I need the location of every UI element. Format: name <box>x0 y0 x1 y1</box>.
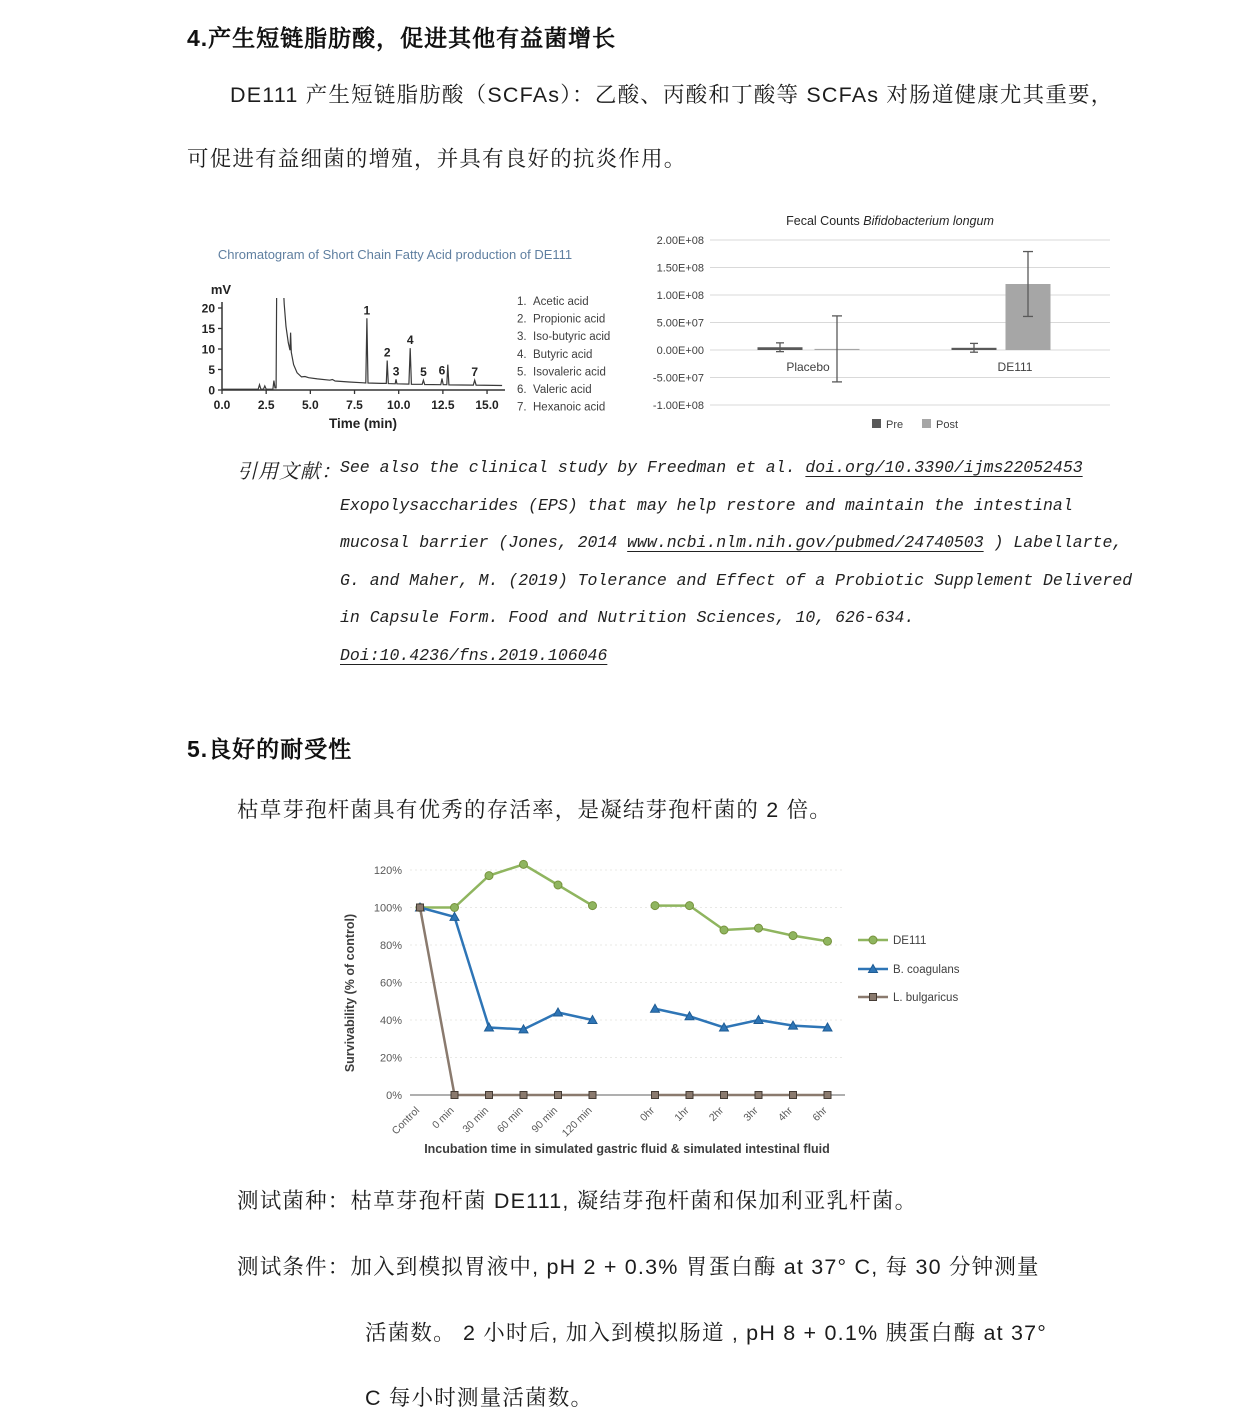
citation-label: 引用文献： <box>237 461 342 483</box>
citation-link-pubmed[interactable]: www.ncbi.nlm.nih.gov/pubmed/24740503 <box>627 533 984 552</box>
svg-text:Control: Control <box>389 1104 423 1138</box>
svg-text:2.00E+08: 2.00E+08 <box>656 235 704 247</box>
svg-text:Valeric acid: Valeric acid <box>533 384 592 396</box>
x-tick-labels <box>390 1104 830 1139</box>
svg-text:5.0: 5.0 <box>302 398 319 412</box>
test-conditions-line-3: C 每小时测量活菌数。 <box>365 1386 594 1410</box>
citation-text: mucosal barrier (Jones, 2014 <box>340 533 628 552</box>
bars <box>758 284 1051 350</box>
svg-text:6: 6 <box>438 363 446 378</box>
svg-text:60%: 60% <box>379 977 402 990</box>
series-de111 <box>416 860 832 945</box>
svg-text:4.: 4. <box>517 348 527 361</box>
section-4-heading: 4.产生短链脂肪酸，促进其他有益菌增长 <box>187 25 617 51</box>
svg-text:20: 20 <box>201 301 215 316</box>
citation-text: G. and Maher, M. (2019) Tolerance and Effect of a Probiotic Supplement Delivered <box>340 570 1133 590</box>
peak-number-labels <box>364 303 479 379</box>
svg-text:2.: 2. <box>517 313 527 326</box>
svg-text:1: 1 <box>363 303 371 318</box>
svg-text:7.5: 7.5 <box>346 398 363 412</box>
svg-text:1.00E+08: 1.00E+08 <box>656 290 704 302</box>
section-5-paragraph: 枯草芽孢杆菌具有优秀的存活率，是凝结芽孢杆菌的 2 倍。 <box>237 798 833 822</box>
svg-text:10.0: 10.0 <box>387 398 411 412</box>
citation-link-fns-doi[interactable]: Doi:10.4236/fns.2019.106046 <box>340 645 608 665</box>
svg-text:Acetic acid: Acetic acid <box>533 296 589 308</box>
svg-text:60 min: 60 min <box>494 1104 526 1136</box>
svg-text:Time (min): Time (min) <box>328 416 398 431</box>
svg-text:12.5: 12.5 <box>431 398 455 412</box>
category-labels <box>786 360 1032 374</box>
svg-text:20%: 20% <box>379 1052 402 1065</box>
svg-text:3hr: 3hr <box>741 1104 761 1124</box>
citation-line <box>340 562 1150 600</box>
svg-text:Chromatogram of Short Chain Fa: Chromatogram of Short Chain Fatty Acid production of DE111 <box>217 247 573 262</box>
svg-text:0 min: 0 min <box>429 1104 457 1132</box>
svg-text:7: 7 <box>471 365 479 380</box>
svg-text:Iso-butyric acid: Iso-butyric acid <box>533 331 611 344</box>
svg-text:15: 15 <box>201 322 215 336</box>
svg-text:5.: 5. <box>517 366 527 379</box>
svg-text:1.: 1. <box>517 296 527 308</box>
citation-text: See also the clinical study by Freedman et al. <box>340 458 806 477</box>
citation-line <box>340 637 1150 675</box>
svg-text:mV: mV <box>210 282 232 297</box>
citation-text: Exopolysaccharides (EPS) that may help restore and maintain the intestinal <box>340 495 1073 515</box>
svg-text:6.: 6. <box>517 384 527 396</box>
svg-text:40%: 40% <box>379 1015 402 1027</box>
test-conditions-line-1: 测试条件：加入到模拟胃液中, pH 2 + 0.3% 胃蛋白酶 at 37° C, 每 30 分钟测量 <box>237 1255 1040 1279</box>
citation-line <box>340 599 1150 637</box>
svg-text:DE111: DE111 <box>893 935 927 947</box>
citation-text: ) Labellarte, <box>983 533 1123 552</box>
bar-legend <box>872 419 958 431</box>
svg-text:10: 10 <box>201 342 215 357</box>
test-species-line: 测试菌种：枯草芽孢杆菌 DE111, 凝结芽孢杆菌和保加利亚乳杆菌。 <box>237 1189 918 1213</box>
series-b-coagulans <box>416 903 833 1033</box>
svg-text:7.: 7. <box>517 401 527 414</box>
svg-text:2: 2 <box>383 345 391 360</box>
svg-text:Post: Post <box>936 419 959 431</box>
svg-text:0.00E+00: 0.00E+00 <box>656 345 704 357</box>
svg-text:Pre: Pre <box>886 419 904 431</box>
svg-text:Hexanoic acid: Hexanoic acid <box>533 401 606 414</box>
svg-text:0.0: 0.0 <box>213 398 231 412</box>
svg-text:5.00E+07: 5.00E+07 <box>656 317 704 330</box>
chromatogram-trace <box>222 267 502 389</box>
svg-text:-5.00E+07: -5.00E+07 <box>652 372 704 385</box>
svg-text:Survivability (% of control): Survivability (% of control) <box>343 913 357 1073</box>
svg-text:80%: 80% <box>379 940 402 952</box>
chromatogram-chart <box>195 228 625 443</box>
svg-text:4hr: 4hr <box>775 1104 796 1124</box>
svg-text:0hr: 0hr <box>637 1104 658 1124</box>
fecal-counts-figure <box>650 203 1120 448</box>
survivability-figure <box>340 843 990 1168</box>
svg-text:0: 0 <box>208 383 215 398</box>
svg-text:4: 4 <box>406 333 414 348</box>
svg-text:30 min: 30 min <box>460 1104 492 1136</box>
svg-text:Butyric acid: Butyric acid <box>533 348 593 361</box>
svg-text:2.5: 2.5 <box>257 398 275 412</box>
svg-text:1hr: 1hr <box>672 1104 692 1124</box>
svg-text:B. coagulans: B. coagulans <box>893 964 960 976</box>
citation-line <box>340 487 1150 525</box>
svg-text:1.50E+08: 1.50E+08 <box>656 262 704 275</box>
fecal-counts-chart <box>650 203 1120 448</box>
citation-text: in Capsule Form. Food and Nutrition Sciences, 10, 626-634. <box>340 608 915 627</box>
svg-text:5: 5 <box>208 363 215 377</box>
svg-text:Placebo: Placebo <box>786 360 830 374</box>
citation-line <box>340 524 1150 562</box>
svg-text:15.0: 15.0 <box>475 398 499 412</box>
svg-text:-1.00E+08: -1.00E+08 <box>652 400 704 412</box>
svg-text:120%: 120% <box>373 865 402 877</box>
svg-text:L. bulgaricus: L. bulgaricus <box>893 992 959 1004</box>
svg-text:5: 5 <box>420 365 427 380</box>
svg-text:3: 3 <box>392 364 400 379</box>
chromatogram-figure <box>195 228 625 443</box>
svg-text:90 min: 90 min <box>529 1104 561 1136</box>
svg-text:3.: 3. <box>517 331 527 344</box>
series-l-bulgaricus <box>417 904 832 1099</box>
svg-text:2hr: 2hr <box>706 1104 727 1124</box>
citation-block <box>340 449 1150 674</box>
line-legend <box>858 935 960 1004</box>
chromatogram-axes <box>202 282 505 431</box>
svg-text:6hr: 6hr <box>810 1104 830 1124</box>
line-gridlines <box>374 865 845 1102</box>
test-conditions-line-2: 活菌数。 2 小时后, 加入到模拟肠道 , pH 8 + 0.1% 胰蛋白酶 at 37° <box>365 1321 1048 1345</box>
chromatogram-legend <box>517 296 610 414</box>
section-5-heading: 5.良好的耐受性 <box>187 736 353 762</box>
svg-text:Fecal Counts Bifidobacterium l: Fecal Counts Bifidobacterium longum <box>786 214 994 228</box>
svg-text:Incubation time in simulated g: Incubation time in simulated gastric fluid & simulated intestinal fluid <box>424 1142 830 1156</box>
svg-text:120 min: 120 min <box>559 1104 595 1140</box>
citation-link-doi[interactable]: doi.org/10.3390/ijms22052453 <box>805 458 1083 477</box>
svg-text:0%: 0% <box>386 1090 402 1102</box>
svg-text:Propionic acid: Propionic acid <box>533 313 606 326</box>
svg-text:100%: 100% <box>373 902 402 915</box>
citation-line <box>340 449 1150 487</box>
survivability-chart <box>340 843 990 1168</box>
svg-text:Isovaleric acid: Isovaleric acid <box>533 366 606 379</box>
section-4-paragraph: DE111 产生短链脂肪酸（SCFAs）：乙酸、丙酸和丁酸等 SCFAs 对肠道健康尤其重要，可促进有益细菌的增殖，并具有良好的抗炎作用。 <box>187 83 1114 171</box>
svg-text:DE111: DE111 <box>997 360 1033 374</box>
